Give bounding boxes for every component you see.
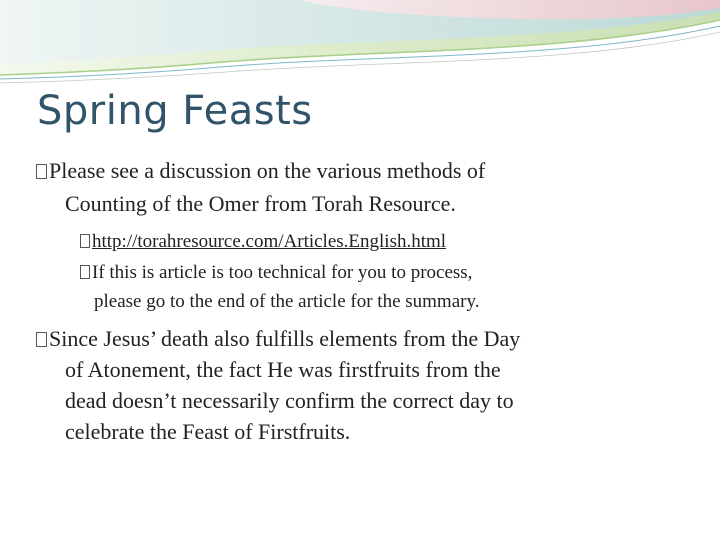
bullet-4-line-2: of Atonement, the fact He was firstfruits from the xyxy=(65,357,501,382)
slide-title: Spring Feasts xyxy=(37,88,313,134)
bullet-2-line-1 xyxy=(80,227,446,256)
decorative-banner xyxy=(0,0,720,90)
article-link[interactable]: http://torahresource.com/Articles.English.html xyxy=(92,231,447,252)
bullet-1-line-1: Please see a discussion on the various methods of xyxy=(36,156,485,186)
bullet-3-line-2: please go to the end of the article for the summary. xyxy=(94,291,480,312)
bullet-1-line-2: Counting of the Omer from Torah Resource. xyxy=(65,191,456,216)
bullet-box-icon xyxy=(36,332,47,347)
bullet-box-icon xyxy=(36,164,47,179)
bullet-box-icon xyxy=(80,265,90,279)
bullet-box-icon xyxy=(80,234,90,248)
bullet-4-line-1: Since Jesus’ death also fulfills elements from the Day xyxy=(36,324,520,354)
bullet-4-line-4: celebrate the Feast of Firstfruits. xyxy=(65,419,351,444)
bullet-3-line-1: If this is article is too technical for you to process, xyxy=(80,258,472,287)
bullet-4-line-3: dead doesn’t necessarily confirm the correct day to xyxy=(65,388,514,413)
